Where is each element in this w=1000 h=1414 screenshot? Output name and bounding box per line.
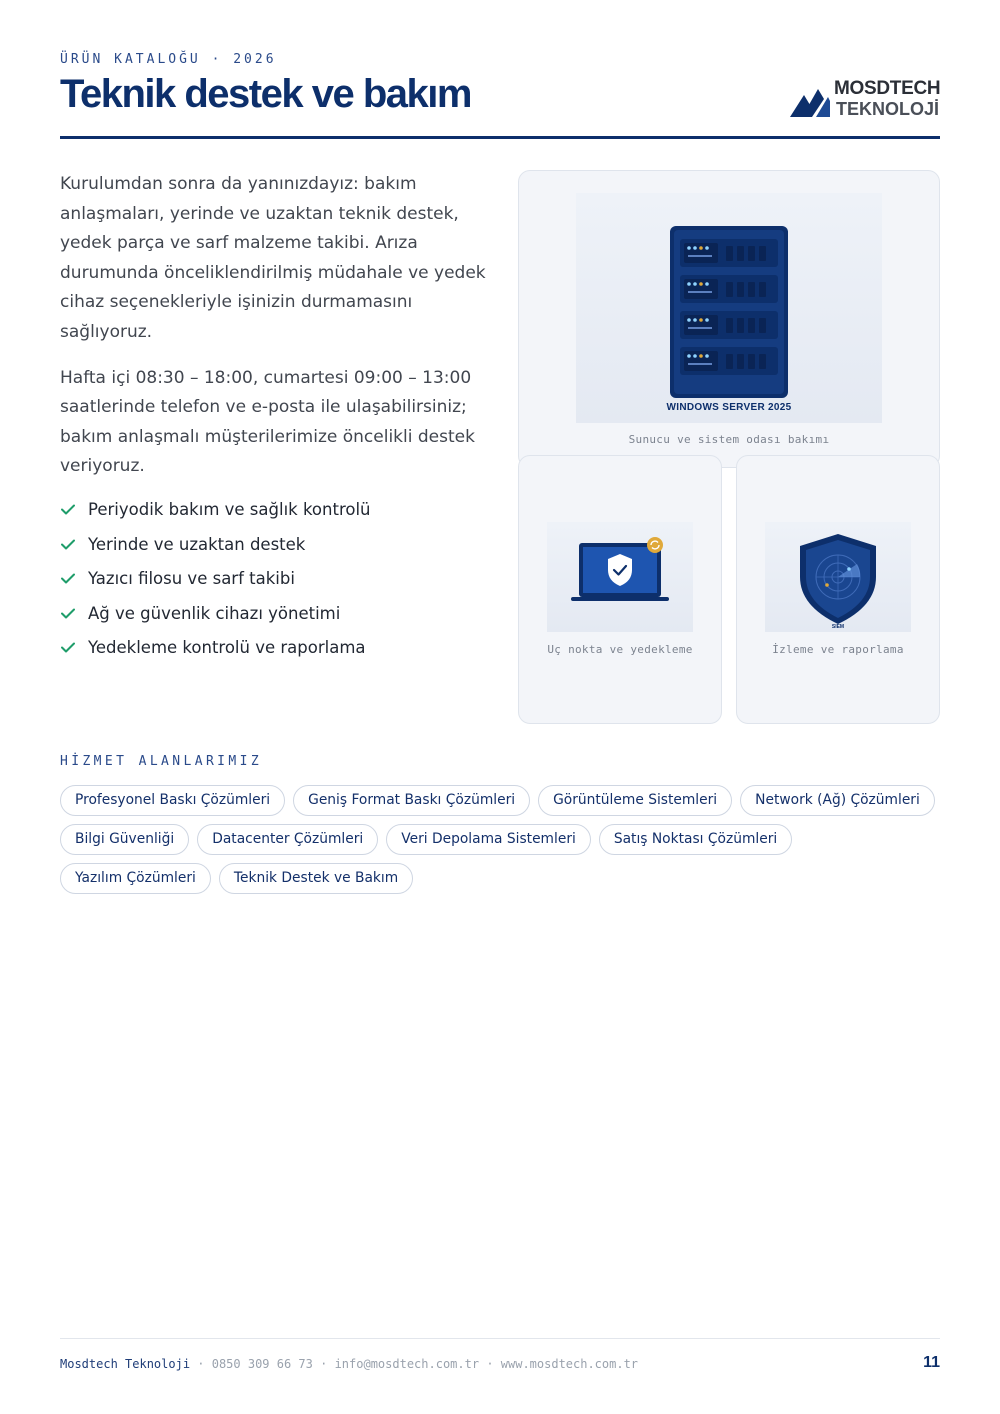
feature-checklist [60,498,490,660]
service-tag[interactable]: Profesyonel Baskı Çözümleri [60,785,285,816]
checklist-item-label: Ağ ve güvenlik cihazı yönetimi [88,603,341,623]
checklist-item-label: Yedekleme kontrolü ve raporlama [88,638,366,658]
check-icon [61,504,75,515]
page-number: 11 [923,1354,940,1371]
check-icon [61,539,75,550]
intro-column [60,170,490,671]
check-icon [61,642,75,653]
siem-illustration [765,522,911,632]
server-card-caption: Sunucu ve sistem odası bakımı [628,433,830,446]
footer-separator: · [486,1357,501,1371]
server-image-label: WINDOWS SERVER 2025 [666,402,792,413]
checklist-item-label: Yerinde ve uzaktan destek [88,534,306,554]
monitoring-card [736,455,940,724]
laptop-shield-icon [547,522,693,632]
service-tags [60,785,950,894]
siem-image-label: SIEM [831,624,845,630]
service-tag[interactable]: Satış Noktası Çözümleri [599,824,792,855]
logo-mark-icon [790,83,830,119]
service-tag[interactable]: Geniş Format Baskı Çözümleri [293,785,530,816]
service-tag[interactable]: Görüntüleme Sistemleri [538,785,732,816]
header-divider [60,136,940,139]
footer-separator: · [320,1357,335,1371]
service-tag[interactable]: Bilgi Güvenliği [60,824,189,855]
monitoring-card-caption: İzleme ve raporlama [772,643,904,656]
server-maintenance-card [518,170,940,468]
server-rack-icon [576,193,882,423]
checklist-item-label: Yazıcı filosu ve sarf takibi [88,569,295,589]
checklist-item [60,533,490,557]
endpoint-card-caption: Uç nokta ve yedekleme [547,643,693,656]
service-tag[interactable]: Teknik Destek ve Bakım [219,863,413,894]
services-section-label: HİZMET ALANLARIMIZ [60,754,263,769]
footer-website[interactable]: www.mosdtech.com.tr [500,1357,639,1371]
footer-email[interactable]: info@mosdtech.com.tr [334,1357,480,1371]
checklist-item [60,602,490,626]
service-tag[interactable]: Yazılım Çözümleri [60,863,211,894]
service-tag[interactable]: Datacenter Çözümleri [197,824,378,855]
page-footer [60,1357,638,1371]
endpoint-backup-card [518,455,722,724]
checklist-item [60,498,490,522]
footer-separator: · [197,1357,212,1371]
check-icon [61,608,75,619]
catalog-page [60,0,940,1414]
service-tag[interactable]: Veri Depolama Sistemleri [386,824,591,855]
company-logo [790,78,940,122]
service-tag[interactable]: Network (Ağ) Çözümleri [740,785,935,816]
radar-shield-icon [765,522,911,632]
laptop-illustration [547,522,693,632]
page-title: Teknik destek ve bakım [60,72,471,116]
checklist-item-label: Periyodik bakım ve sağlık kontrolü [88,499,371,519]
checklist-item [60,567,490,591]
footer-brand: Mosdtech Teknoloji [60,1357,191,1371]
logo-subline: TEKNOLOJİ [836,99,940,119]
footer-divider [60,1338,940,1339]
logo-wordmark: MOSDTECH [834,78,941,99]
catalog-eyebrow: ÜRÜN KATALOĞU · 2026 [60,52,277,67]
hours-paragraph: Hafta içi 08:30 – 18:00, cumartesi 09:00 – 13:00 saatlerinde telefon ve e-posta ile ulaşabilirsiniz; bakım anlaşmalı müşterilerimize öncelikli destek veriyoruz. [60,367,475,477]
check-icon [61,573,75,584]
footer-phone[interactable]: 0850 309 66 73 [211,1357,313,1371]
intro-paragraph: Kurulumdan sonra da yanınızdayız: bakım anlaşmaları, yerinde ve uzaktan teknik destek, yedek parça ve sarf malzeme takibi. Arıza durumunda önceliklendirilmiş müdahale ve yedek cihaz seçenekleriyle işinizin durmamasını sağlıyoruz. [60,174,486,342]
checklist-item [60,636,490,660]
server-rack-illustration [576,193,882,423]
